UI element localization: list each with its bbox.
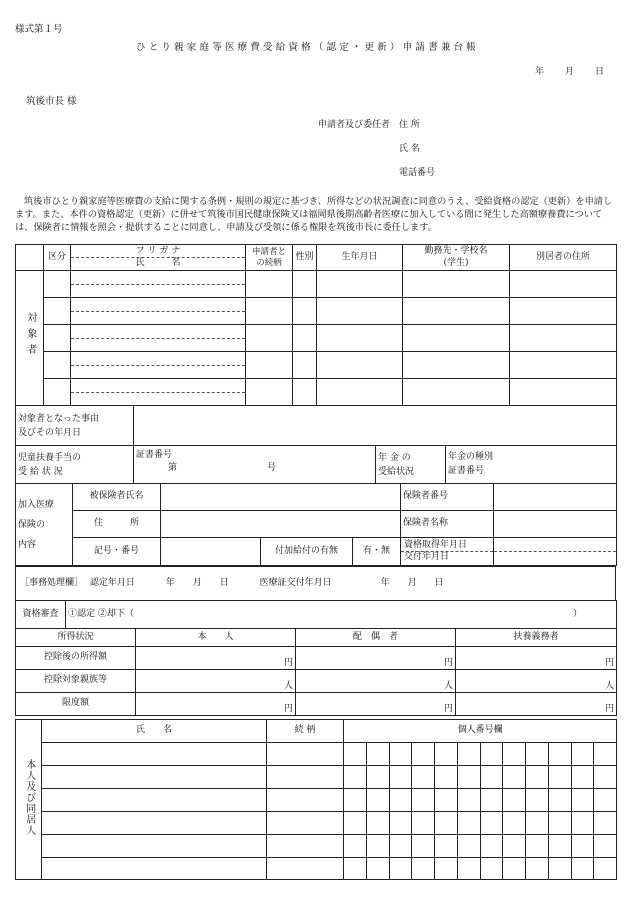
col-birth: 生年月日 [317,245,403,271]
form-title: ひとり親家庭等医療費受給資格（認定・更新）申請書兼台帳 [136,42,479,53]
birth-cell[interactable] [317,298,403,325]
reason-label: 対象者となった事由 及びその年月日 [16,406,134,446]
col-supporter: 扶養義務者 [456,629,617,647]
address-cell[interactable] [510,325,617,352]
work-cell[interactable] [403,325,510,352]
col-spouse: 配 偶 者 [296,629,456,647]
insurance-table [15,483,617,566]
col-furigana: フ リ ガ ナ [71,246,245,258]
insurer-name-label: 保険者名称 [401,511,494,538]
consent-statement: 筑後市ひとり親家庭等医療費の支給に関する条例・規則の規定に基づき、所得などの状況調査に同意のうえ、受給資格の認定（更新）を申請します。また、本件の資格認定（更新）に併せて筑後市国民健康保険又は福岡県後期高齢者医療に加入している間に発生した高額療養費については、保険者に情報を照会・提供することに同意し、申請及び受領に係る権限を筑後市長に委任します。 [15,196,613,233]
corner-cell [16,245,44,271]
address-cell[interactable] [510,298,617,325]
allowance-label: 児童扶養手当の 受 給 状 況 [16,446,134,484]
card-issue-ymd: 年 月 日 [380,577,444,588]
cert-date-ymd: 年 月 日 [165,577,229,588]
date-values[interactable] [494,538,617,566]
kubun-cell[interactable] [44,298,71,325]
income-row-label: 控除後の所得額 [16,647,136,670]
name-cell[interactable] [71,271,246,298]
income-supporter[interactable]: 円 [456,647,617,670]
household-relation-cell[interactable] [267,835,344,858]
name-cell[interactable] [71,298,246,325]
applicant-label: 申請者及び委任者 [318,120,391,130]
kubun-cell[interactable] [44,271,71,298]
household-table [15,719,617,880]
household-side-label: 本人及び同居人 [16,720,42,880]
allowance-cert-label: 証書番号 [136,450,173,460]
income-self[interactable]: 人 [136,670,296,693]
household-name-cell[interactable] [42,835,267,858]
office-row [16,567,616,601]
relation-cell[interactable] [246,298,293,325]
pension-label: 年 金 の 受給状況 [376,446,446,484]
household-name-cell[interactable] [42,789,267,812]
yes-no-choice[interactable]: 有・無 [353,538,401,566]
cert-go: 号 [267,463,277,474]
income-row-label: 限度額 [16,693,136,716]
additional-benefit-label: 付加給付の有無 [261,538,353,566]
card-issue-label: 医療証交付年月日 [259,577,332,588]
col-mynumber: 個人番号欄 [344,720,617,743]
phone-label: 電話番号 [399,168,436,178]
review-label: 資格審査 [16,601,66,629]
office-label: ［事務処理欄］ [20,577,84,588]
col-self: 本 人 [136,629,296,647]
allowance-cert-cell[interactable] [134,446,376,484]
income-self[interactable]: 円 [136,693,296,716]
household-relation-cell[interactable] [267,743,344,766]
address-cell[interactable] [510,379,617,406]
col-address: 別居者の住所 [510,245,617,271]
name-cell[interactable] [71,379,246,406]
income-spouse[interactable]: 人 [296,670,456,693]
col-work-label: 勤務先・学校名 [424,246,488,257]
date-labels: 資格取得年月日 交付年月日 [401,538,494,566]
work-cell[interactable] [403,352,510,379]
cert-dai: 第 [168,463,178,474]
addressee: 筑後市長 様 [26,96,77,107]
kubun-cell[interactable] [44,325,71,352]
insured-address-label: 住 所 [73,511,161,538]
household-name-cell[interactable] [42,858,267,880]
kubun-cell[interactable] [44,352,71,379]
col-work [403,245,510,271]
col-work-sub: (学生) [443,257,469,268]
income-supporter[interactable]: 円 [456,693,617,716]
col-income-status: 所得状況 [16,629,136,647]
insurer-no-value[interactable] [494,484,617,511]
income-supporter[interactable]: 人 [456,670,617,693]
insured-name-value[interactable] [161,484,401,511]
household-relation-cell[interactable] [267,858,344,880]
relation-cell[interactable] [246,379,293,406]
birth-cell[interactable] [317,379,403,406]
sex-cell[interactable] [293,271,317,298]
sex-cell[interactable] [293,298,317,325]
household-relation-cell[interactable] [267,789,344,812]
symbol-no-label: 記号・番号 [73,538,161,566]
household-relation-cell[interactable] [267,812,344,835]
reason-value[interactable] [134,406,617,446]
work-cell[interactable] [403,271,510,298]
birth-cell[interactable] [317,352,403,379]
reason-table [15,405,617,446]
household-name-cell[interactable] [42,743,267,766]
subjects-table [15,244,617,406]
household-name-cell[interactable] [42,812,267,835]
relation-cell[interactable] [246,271,293,298]
name-cell[interactable] [71,325,246,352]
address-cell[interactable] [510,352,617,379]
date-line: 年 月 日 [535,67,611,77]
sex-cell[interactable] [293,352,317,379]
col-name: 氏 名 [135,258,181,268]
subjects-side-label: 対象者 [16,271,44,406]
review-options[interactable]: ①認定 ②却下（ ） [66,601,617,629]
name-cell[interactable] [71,352,246,379]
insured-name-label: 被保険者氏名 [73,484,161,511]
income-spouse[interactable]: 円 [296,693,456,716]
pension-type-label: 年金の種別 [448,452,494,462]
pension-cert-label: 証書番号 [448,466,485,476]
pension-cell[interactable] [446,446,617,484]
sex-cell[interactable] [293,325,317,352]
birth-cell[interactable] [317,271,403,298]
insured-address-value[interactable] [161,511,401,538]
symbol-no-value[interactable] [161,538,261,566]
col-sex: 性別 [293,245,317,271]
address-cell[interactable] [510,271,617,298]
col-kubun: 区分 [44,245,71,271]
review-table [15,600,617,629]
income-self[interactable]: 円 [136,647,296,670]
household-relation-cell[interactable] [267,766,344,789]
kubun-cell[interactable] [44,379,71,406]
col-household-relation: 続 柄 [267,720,344,743]
relation-cell[interactable] [246,352,293,379]
insurer-name-value[interactable] [494,511,617,538]
col-household-name: 氏 名 [42,720,267,743]
col-relation: 申請者との続柄 [246,245,293,271]
birth-cell[interactable] [317,325,403,352]
income-table [15,628,617,716]
insurance-side-label: 加入医療 保険の 内容 [16,484,73,566]
income-spouse[interactable]: 円 [296,647,456,670]
form-number: 様式第１号 [15,24,63,35]
household-name-cell[interactable] [42,766,267,789]
sex-cell[interactable] [293,379,317,406]
office-table [15,566,616,601]
allowance-table [15,445,617,484]
name-label: 氏 名 [399,144,420,154]
col-furigana-name [71,245,246,271]
insurer-no-label: 保険者番号 [401,484,494,511]
income-row-label: 控除対象親族等 [16,670,136,693]
relation-cell[interactable] [246,325,293,352]
work-cell[interactable] [403,298,510,325]
cert-date-label: 認定年月日 [89,577,135,588]
address-label: 住 所 [399,120,420,130]
work-cell[interactable] [403,379,510,406]
